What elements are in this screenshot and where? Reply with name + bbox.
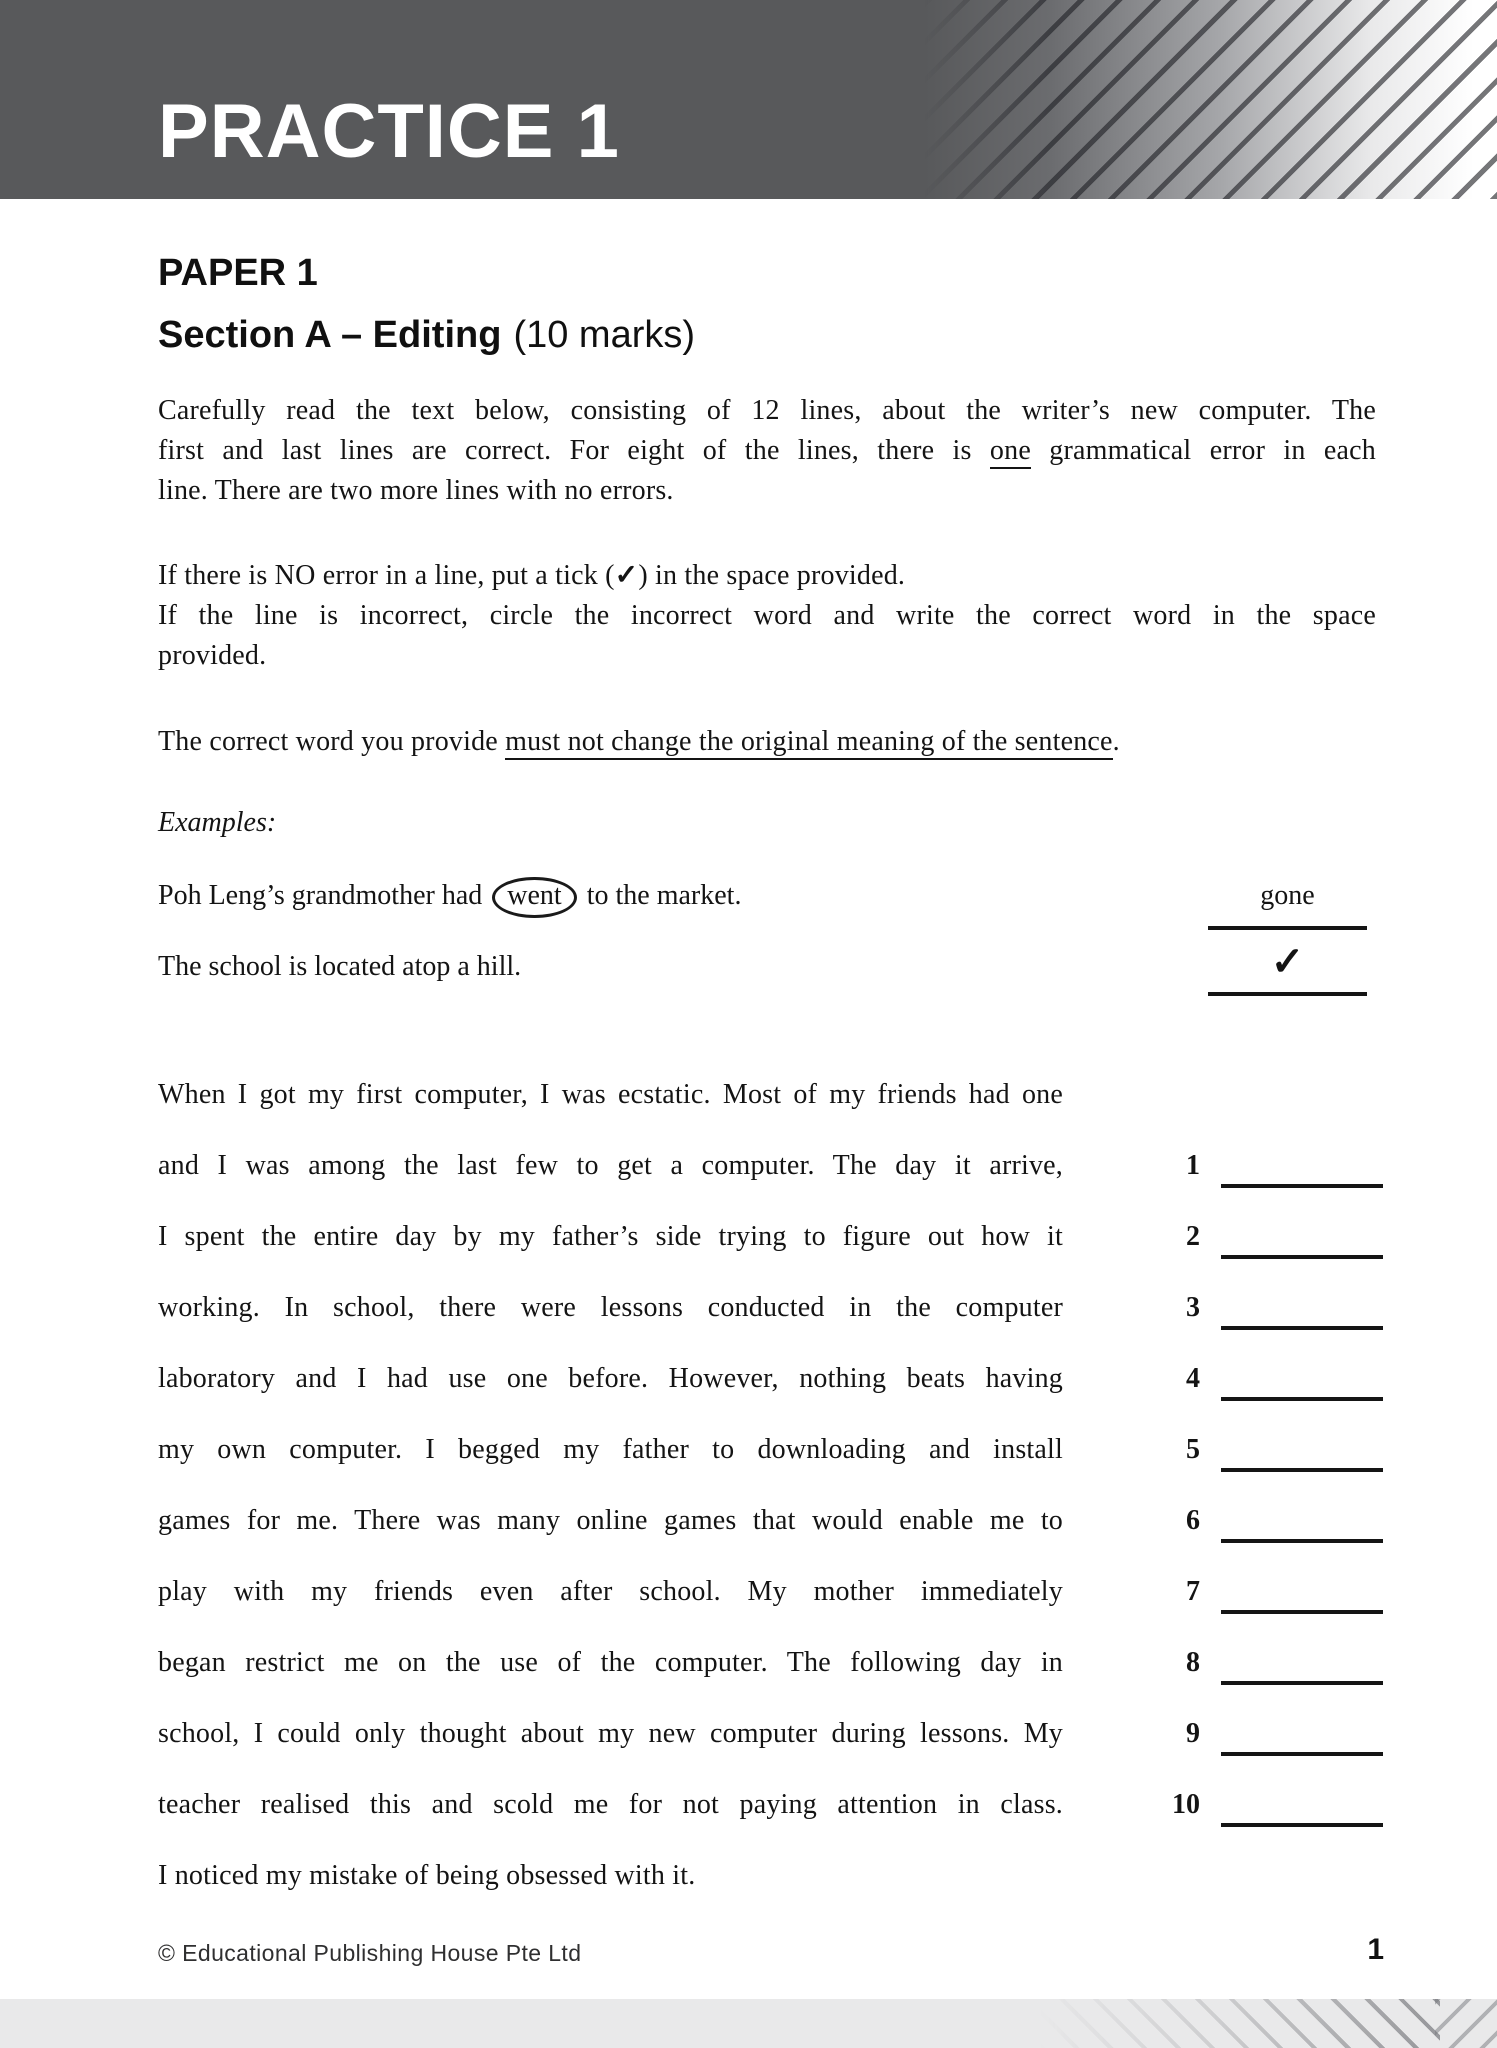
instruction-line: If there is NO error in a line, put a tick (✓) in the space provided. [158,560,906,591]
answer-blank-line [1221,1397,1383,1401]
example-answer-2-tick-icon: ✓ [1270,939,1305,984]
paper-title: PAPER 1 [158,252,318,294]
diagonal-stripes-icon [1040,1999,1440,2048]
passage-line [0,1075,1497,1117]
passage-line [0,1856,1497,1898]
passage-line-text: and I was among the last few to get a computer. The day it arrive, [158,1150,1063,1181]
instruction-line: If the line is incorrect, circle the incorrect word and write the correct word in the space [158,600,1376,631]
passage-line-number: 3 [1186,1292,1200,1323]
example-sentence-1: Poh Leng’s grandmother had went to the market. [158,876,1088,918]
examples-label: Examples: [158,807,277,838]
passage-line-text: play with my friends even after school. My mother immediately [158,1576,1063,1607]
page-number: 1 [1367,1933,1384,1966]
header-banner [0,0,1497,199]
passage-line-number: 2 [1186,1221,1200,1252]
passage-line-number: 1 [1186,1150,1200,1181]
answer-blank-line [1221,1255,1383,1259]
passage-line-number: 5 [1186,1434,1200,1465]
header-corner-decoration [925,0,1497,199]
answer-blank-line [1221,1681,1383,1685]
passage-line-number: 6 [1186,1505,1200,1536]
section-title-bold: Section A – Editing [158,314,502,356]
example-sentence-2: The school is located atop a hill. [158,951,522,982]
instruction-line: first and last lines are correct. For eight of the lines, there is one grammatical error in each [158,431,1376,471]
circled-word: went [492,877,576,918]
passage-line [0,1572,1497,1614]
answer-blank-line [1221,1539,1383,1543]
passage-line [0,1785,1497,1827]
passage-line-text: my own computer. I begged my father to downloading and install [158,1434,1063,1465]
passage-line-number: 4 [1186,1363,1200,1394]
passage-line-text: working. In school, there were lessons conducted in the computer [158,1292,1063,1323]
passage-line-text: began restrict me on the use of the computer. The following day in [158,1647,1063,1678]
instruction-line: provided. [158,640,267,671]
passage-line-text: I spent the entire day by my father’s side trying to figure out how it [158,1221,1063,1252]
passage-line-number: 8 [1186,1647,1200,1678]
instruction-line: The correct word you provide must not change the original meaning of the sentence. [158,722,1376,762]
answer-blank-line [1221,1752,1383,1756]
bottom-band [0,1999,1497,2048]
answer-blank-line [1221,1184,1383,1188]
passage-line [0,1643,1497,1685]
passage-line [0,1430,1497,1472]
passage-line-text: laboratory and I had use one before. However, nothing beats having [158,1363,1063,1394]
passage-line [0,1359,1497,1401]
passage-line [0,1288,1497,1330]
passage-line [0,1714,1497,1756]
answer-blank-line [1221,1610,1383,1614]
underlined-word: one [990,435,1031,469]
instruction-line: Carefully read the text below, consisting of 12 lines, about the writer’s new computer. The [158,395,1376,426]
passage-line-number: 10 [1172,1789,1200,1820]
passage-line-text: When I got my first computer, I was ecstatic. Most of my friends had one [158,1079,1063,1110]
passage-line [0,1501,1497,1543]
answer-line [1208,992,1367,996]
answer-blank-line [1221,1326,1383,1330]
passage-line [0,1146,1497,1188]
passage-line [0,1217,1497,1259]
section-title [158,314,695,356]
instruction-line: line. There are two more lines with no errors. [158,475,674,506]
answer-blank-line [1221,1468,1383,1472]
diagonal-stripes-icon [1435,1999,1497,2048]
diagonal-stripes-icon [925,0,1497,199]
practice-title: PRACTICE 1 [158,89,620,174]
passage-line-text: teacher realised this and scold me for not paying attention in class. [158,1789,1063,1820]
example-answer-1: gone [1260,880,1315,911]
answer-blank-line [1221,1823,1383,1827]
answer-line [1208,926,1367,930]
passage-line-number: 9 [1186,1718,1200,1749]
section-marks: (10 marks) [513,314,696,356]
passage-line-text: games for me. There was many online games that would enable me to [158,1505,1063,1536]
passage-line-number: 7 [1186,1576,1200,1607]
passage-line-text: school, I could only thought about my new computer during lessons. My [158,1718,1063,1749]
tick-icon: ✓ [614,560,639,591]
passage-line-text: I noticed my mistake of being obsessed with it. [158,1860,696,1891]
underlined-phrase: must not change the original meaning of the sentence [505,726,1113,760]
footer-copyright: © Educational Publishing House Pte Ltd [158,1940,582,1966]
